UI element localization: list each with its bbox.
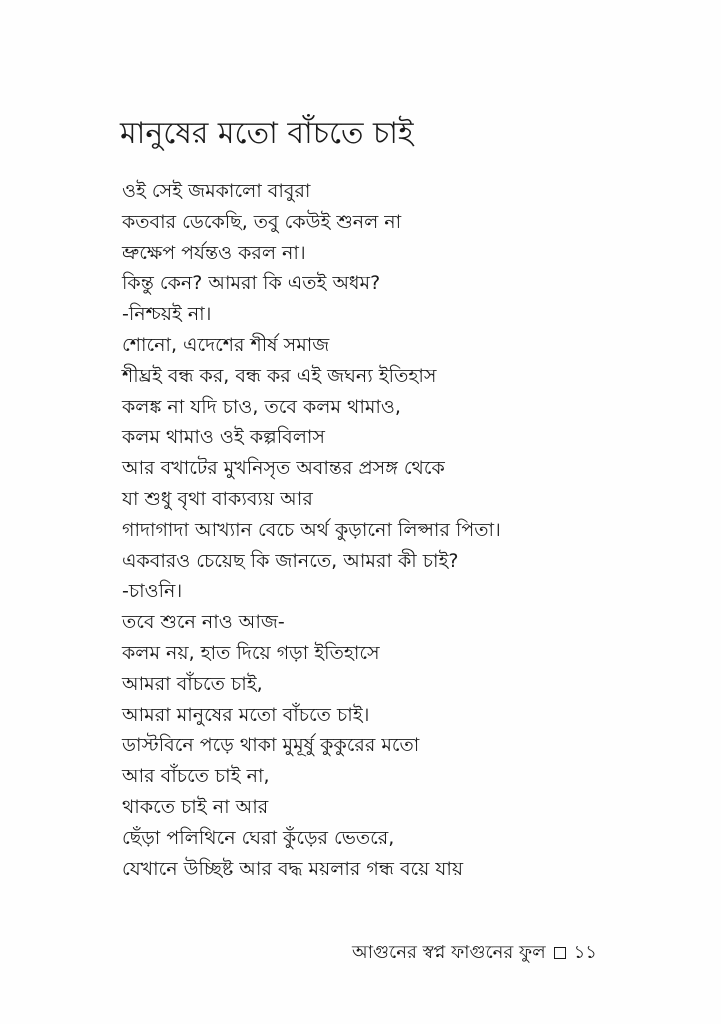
poem-line: শীঘ্রই বন্ধ কর, বন্ধ কর এই জঘন্য ইতিহাস	[122, 364, 437, 387]
poem-line: আর বাঁচতে চাই না,	[122, 765, 270, 788]
poem-line: কিন্তু কেন? আমরা কি এতই অধম?	[122, 272, 381, 295]
running-book-title: আগুনের স্বপ্ন ফাগুনের ফুল	[352, 942, 546, 963]
poem-line: একবারও চেয়েছ কি জানতে, আমরা কী চাই?	[122, 549, 459, 572]
poem-line: তবে শুনে নাও আজ-	[122, 611, 285, 634]
poem-line: ছেঁড়া পলিথিনে ঘেরা কুঁড়ের ভেতরে,	[122, 826, 395, 849]
poem-line: যা শুধু বৃথা বাক্যব্যয় আর	[122, 487, 313, 510]
poem-line: কলম থামাও ওই কল্পবিলাস	[122, 426, 325, 449]
page-number: ১১	[573, 942, 597, 963]
poem-line: -চাওনি।	[122, 580, 183, 603]
poem-line: শোনো, এদেশের শীর্ষ সমাজ	[122, 333, 330, 356]
poem-line: কলঙ্ক না যদি চাও, তবে কলম থামাও,	[122, 395, 401, 418]
square-icon	[554, 947, 566, 959]
poem-line: ওই সেই জমকালো বাবুরা	[122, 180, 311, 202]
poem-line: থাকতে চাই না আর	[122, 795, 269, 818]
poem-line: -নিশ্চয়ই না।	[122, 303, 212, 326]
poem-line: আমরা মানুষের মতো বাঁচতে চাই।	[122, 703, 370, 726]
poem-line: আর বখাটের মুখনিসৃত অবান্তর প্রসঙ্গ থেকে	[122, 457, 445, 480]
poem-line: কতবার ডেকেছি, তবু কেউই শুনল না	[122, 210, 402, 233]
poem-title: মানুষের মতো বাঁচতে চাই	[120, 116, 414, 151]
poem-line: গাদাগাদা আখ্যান বেচে অর্থ কুড়ানো লিপ্সার পিতা।	[122, 518, 501, 541]
poem-line: যেখানে উচ্ছিষ্ট আর বদ্ধ ময়লার গন্ধ বয়ে যায়	[122, 857, 464, 880]
poem-line: ভ্রুক্ষেপ পর্যন্তও করল না।	[122, 241, 306, 264]
poem-line: ডাস্টবিনে পড়ে থাকা মুমূর্ষু কুকুরের মতো	[122, 734, 420, 757]
poem-line: কলম নয়, হাত দিয়ে গড়া ইতিহাসে	[122, 641, 380, 664]
poem-body	[122, 176, 501, 884]
poem-line: আমরা বাঁচতে চাই,	[122, 672, 263, 695]
page-footer	[352, 938, 597, 968]
